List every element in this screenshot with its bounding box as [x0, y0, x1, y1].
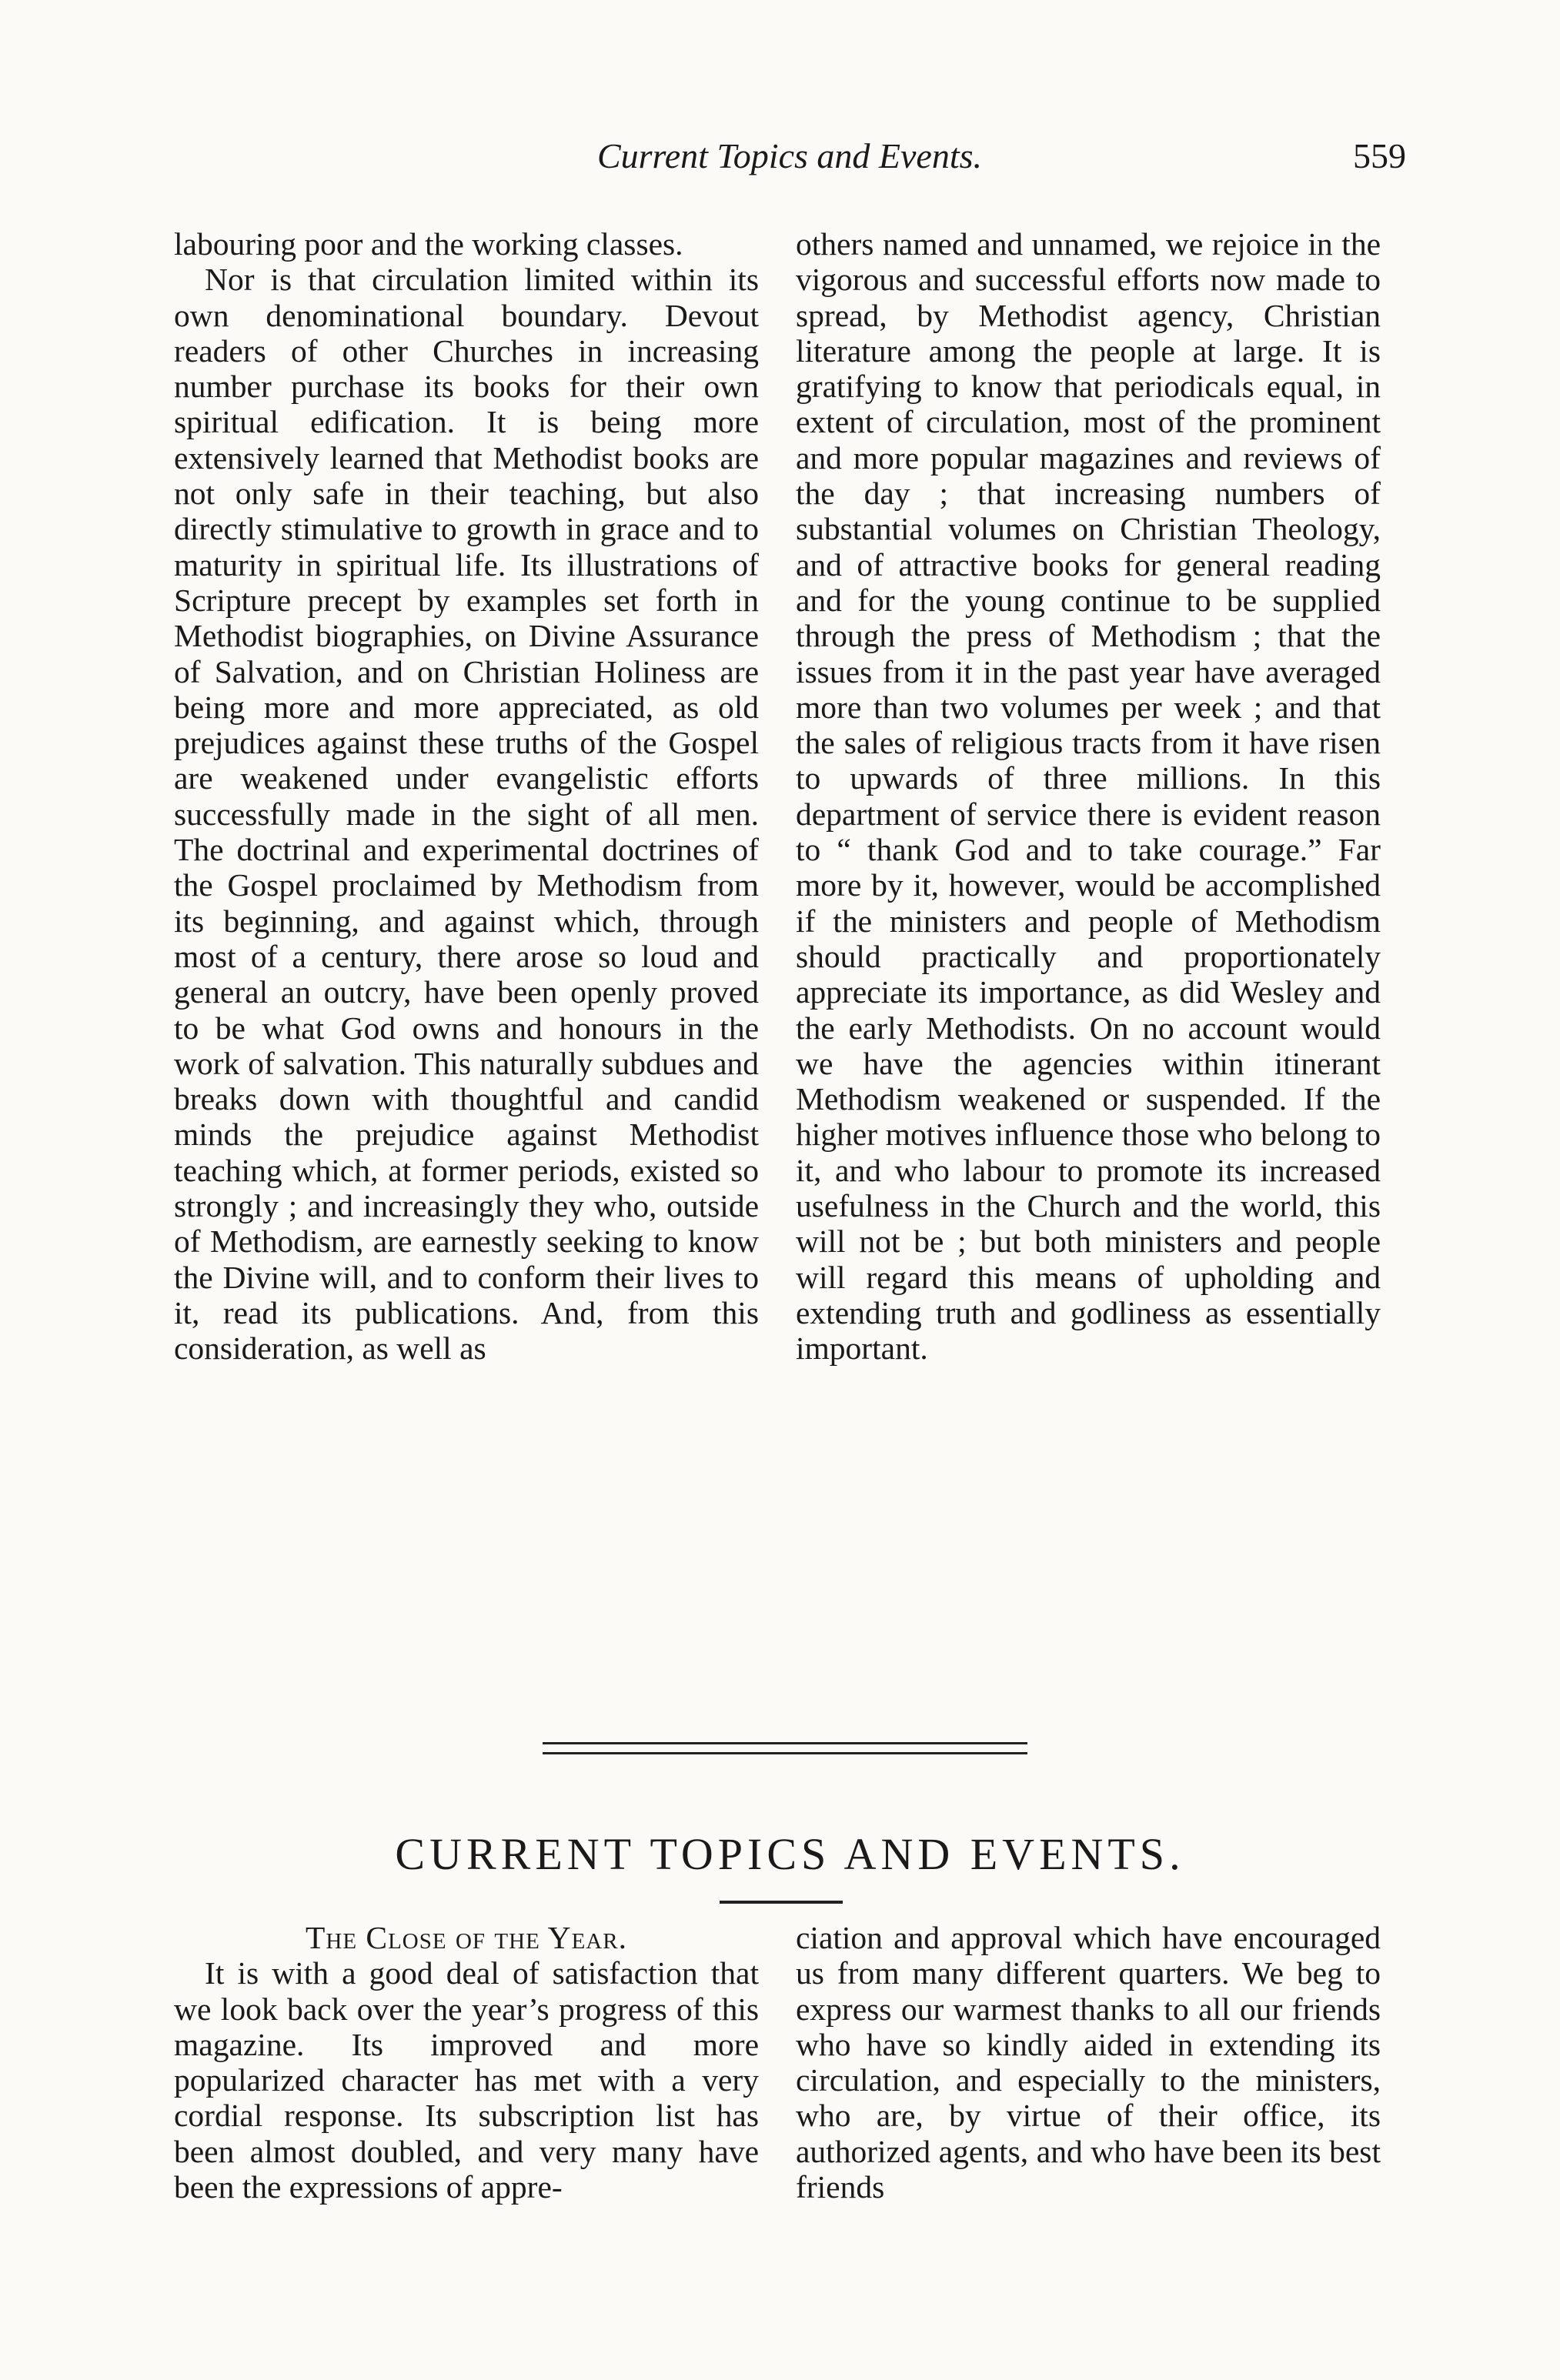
page-number: 559: [1353, 136, 1406, 175]
paragraph: ciation and approval which have encouraged us from many different quarters. We beg to express our warmest thanks to all our friends who have so kindly aided in extending its circulation, and especially to the ministers, who are, by virtue of their office, its authorized agents, and who have been its best friends: [796, 1920, 1381, 2205]
paragraph: It is with a good deal of satisfaction that we look back over the year’s progress of this magazine. Its improved and more popularized character has met with a very cordial response. Its subscription list has been almost doubled, and very many have been the expressions of appre-: [174, 1955, 759, 2205]
section-right-column: [796, 1920, 1381, 2205]
article-right-column: [796, 226, 1381, 1367]
section-divider: [543, 1742, 1027, 1754]
running-title: Current Topics and Events.: [596, 136, 983, 175]
article-left-column: [174, 226, 759, 1367]
paragraph: others named and unnamed, we rejoice in the vigorous and successful efforts now made to spread, by Methodist agency, Christian literature among the people at large. It is gratifying to know that periodicals equal, in extent of circulation, most of the prominent and more popular magazines and reviews of the day ; that increasing numbers of substantial volumes on Christian Theology, and of attractive books for general reading and for the young continue to be supplied through the press of Methodism ; that the issues from it in the past year have averaged more than two volumes per week ; and that the sales of religious tracts from it have risen to upwards of three millions. In this department of service there is evident reason to “ thank God and to take courage.” Far more by it, however, would be accomplished if the ministers and people of Methodism should practically and proportionately appreciate its importance, as did Wesley and the early Methodists. On no account would we have the agencies within itinerant Methodism weakened or suspended. If the higher motives influence those who belong to it, and who labour to promote its increased usefulness in the Church and the world, this will not be ; but both ministers and people will regard this means of upholding and extending truth and godliness as essentially important.: [796, 226, 1381, 1367]
page-header: [173, 129, 1406, 191]
paragraph: labouring poor and the working classes.: [174, 226, 683, 262]
section-title: CURRENT TOPICS AND EVENTS.: [395, 1829, 1185, 1879]
subheading: The Close of the Year.: [306, 1920, 627, 1955]
title-rule: [720, 1901, 843, 1904]
section-left-column: [174, 1920, 759, 2205]
paragraph: Nor is that circulation limited within its own denominational boundary. Devout readers of other Churches in increasing number purchase its books for their own spiritual edification. It is being more extensively learned that Methodist books are not only safe in their teaching, but also directly stimulative to growth in grace and to maturity in spiritual life. Its illustrations of Scripture precept by examples set forth in Methodist biographies, on Divine Assurance of Salvation, and on Christian Holiness are being more and more appreciated, as old prejudices against these truths of the Gospel are weakened under evangelistic efforts successfully made in the sight of all men. The doctrinal and experimental doctrines of the Gospel proclaimed by Methodism from its beginning, and against which, through most of a century, there arose so loud and general an outcry, have been openly proved to be what God owns and honours in the work of salvation. This naturally subdues and breaks down with thoughtful and candid minds the prejudice against Methodist teaching which, at former periods, existed so strongly ; and increasingly they who, outside of Methodism, are earnestly seeking to know the Divine will, and to conform their lives to it, read its publications. And, from this consideration, as well as: [174, 262, 759, 1367]
